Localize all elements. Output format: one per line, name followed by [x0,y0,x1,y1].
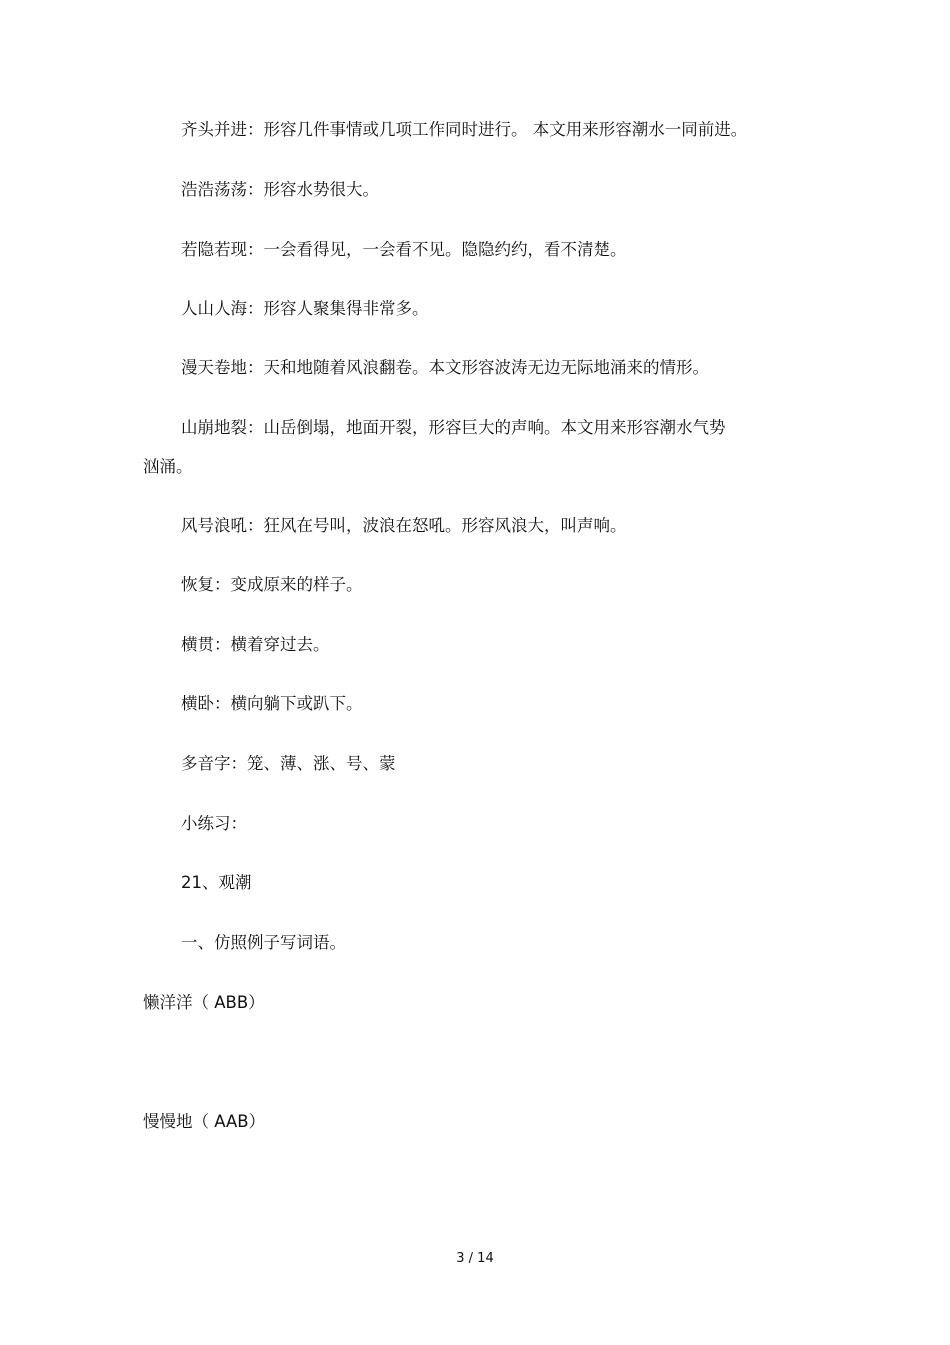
page-number: 3 / 14 [456,1251,494,1266]
definition-line-hengguan: 横贯：横着穿过去。 [181,635,330,654]
definition-line-ruoyinruoxian: 若隐若现：一会看得见，一会看不见。隐隐约约，看不清楚。 [181,240,627,259]
polyphonic-characters-line: 多音字：笼、薄、涨、号、蒙 [181,754,396,773]
definition-line-huifu: 恢复：变成原来的样子。 [181,575,363,594]
definition-line-renshanrenhai: 人山人海：形容人聚集得非常多。 [181,299,429,318]
definition-line-haohaodangdang: 浩浩荡荡：形容水势很大。 [181,180,379,199]
definition-line-qitoubingjin: 齐头并进：形容几件事情或几项工作同时进行。 本文用来形容潮水一同前进。 [181,120,748,139]
definition-line-fenghaolanghou: 风号浪吼：狂风在号叫，波浪在怒吼。形容风浪大，叫声响。 [181,516,627,535]
definition-line-hengwo: 横卧：横向躺下或趴下。 [181,694,363,713]
exercise-example-aab: 慢慢地（ AAB） [143,1112,266,1131]
exercise-example-abb: 懒洋洋（ ABB） [143,993,265,1012]
lesson-title: 21、观潮 [181,873,252,892]
definition-line-shanbengdilie: 山崩地裂：山岳倒塌，地面开裂，形容巨大的声响。本文用来形容潮水气势 [181,418,726,437]
definition-line-mantianjuandi: 漫天卷地：天和地随着风浪翻卷。本文形容波涛无边无际地涌来的情形。 [181,358,709,377]
exercise-instruction: 一、仿照例子写词语。 [181,933,346,952]
practice-heading: 小练习： [181,814,247,833]
definition-line-shanbengdilie-continued: 汹涌。 [143,457,193,476]
